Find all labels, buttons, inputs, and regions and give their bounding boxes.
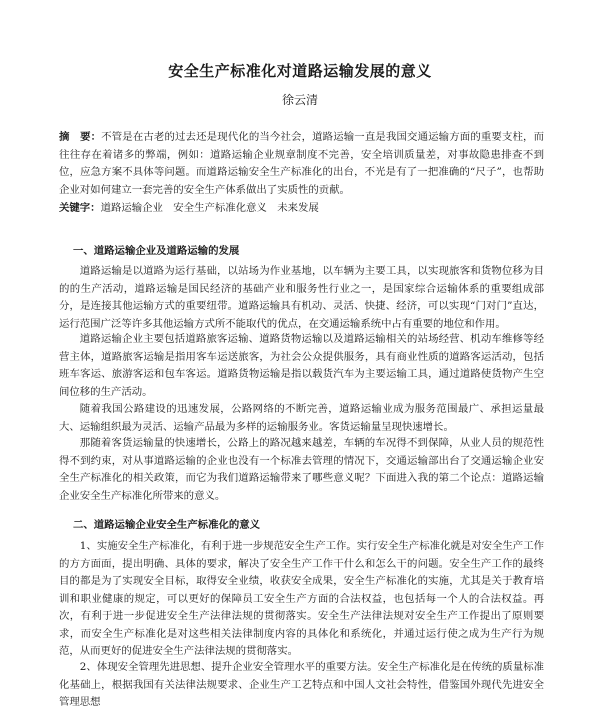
keywords-text: 道路运输企业 安全生产标准化意义 未来发展 <box>100 202 319 214</box>
section-1-paragraph-1: 道路运输是以道路为运行基础，以站场为作业基地，以车辆为主要工具，以实现旅客和货物位移为目的的生产活动，道路运输是国民经济的基础产业和服务性行业之一，是国家综合运输体系的重要组成部分，是连接其他运输方式的重要纽带。道路运输具有机动、灵活、快捷、经济，可以实现“门对门”直达，运行范围广泛等许多其他运输方式所不能取代的优点，在交通运输系统中占有重要的地位和作用。 <box>59 265 544 330</box>
section-2-paragraph-2: 2、体现安全管理先进思想、提升企业安全管理水平的重要方法。安全生产标准化是在传统的质量标准化基础上，根据我国有关法律法规要求、企业生产工艺特点和中国人文社会特性，借鉴国外现代先进安全管理思想 <box>59 661 544 708</box>
section-1-paragraph-3: 随着我国公路建设的迅速发展，公路网络的不断完善，道路运输业成为服务范围最广、承担运量最大、运输组织最为灵活、运输产品最为多样的运输服务业。客货运输量呈现快速增长。 <box>59 403 544 433</box>
author-name: 徐云清 <box>281 93 318 107</box>
section-heading-2: 二、道路运输企业安全生产标准化的意义 <box>73 519 261 531</box>
abstract <box>59 129 544 199</box>
paper-title: 安全生产标准化对道路运输发展的意义 <box>168 62 432 81</box>
keywords-label: 关键字： <box>59 202 101 214</box>
keywords <box>59 200 544 217</box>
abstract-label: 摘 要： <box>59 131 102 143</box>
section-1-paragraph-4: 那随着客货运输量的快速增长，公路上的路况越来越差，车辆的车况得不到保障，从业人员的规范性得不到约束，对从事道路运输的企业也没有一个标准去管理的情况下，交通运输部出台了交通运输企业安全生产标准化的相关政策，而它为我们道路运输带来了哪些意义呢？下面进入我的第二个论点：道路运输企业安全生产标准化所带来的意义。 <box>59 437 544 502</box>
section-2-paragraph-1: 1、实施安全生产标准化，有利于进一步规范安全生产工作。实行安全生产标准化就是对安全生产工作的方方面面，提出明确、具体的要求，解决了安全生产工作干什么和怎么干的问题。安全生产工作的最终目的都是为了实现安全目标，取得安全业绩，收获安全成果，安全生产标准化的实施，尤其是关于教育培训和职业健康的规定，可以更好的保障员工安全生产方面的合法权益，也包括每一个人的合法权益。再次，有利于进一步促进安全生产法律法规的贯彻落实。安全生产法律法规对安全生产工作提出了原则要求，而安全生产标准化是对这些相关法律制度内容的具体化和系统化，并通过运行使之成为生产行为规范，从而更好的促进安全生产法律法规的贯彻落实。 <box>59 540 544 657</box>
abstract-text: 不管是在古老的过去还是现代化的当今社会，道路运输一直是我国交通运输方面的重要支柱，而往往存在着诸多的弊端，例如：道路运输企业规章制度不完善，安全培训质量差，对事故隐患排查不到位，应急方案不具体等问题。而道路运输安全生产标准化的出台，不光是有了一把准确的“尺子”，也帮助企业对如何建立一套完善的安全生产体系做出了实质性的贡献。 <box>59 131 544 196</box>
section-1-paragraph-2: 道路运输企业主要包括道路旅客运输、道路货物运输以及道路运输相关的站场经营、机动车维修等经营主体，道路旅客运输是指用客车运送旅客，为社会公众提供服务，具有商业性质的道路客运活动，包括班车客运、旅游客运和包车客运。道路货物运输是指以载货汽车为主要运输工具，通过道路使货物产生空间位移的生产活动。 <box>59 333 544 398</box>
section-heading-1: 一、道路运输企业及道路运输的发展 <box>73 245 240 257</box>
